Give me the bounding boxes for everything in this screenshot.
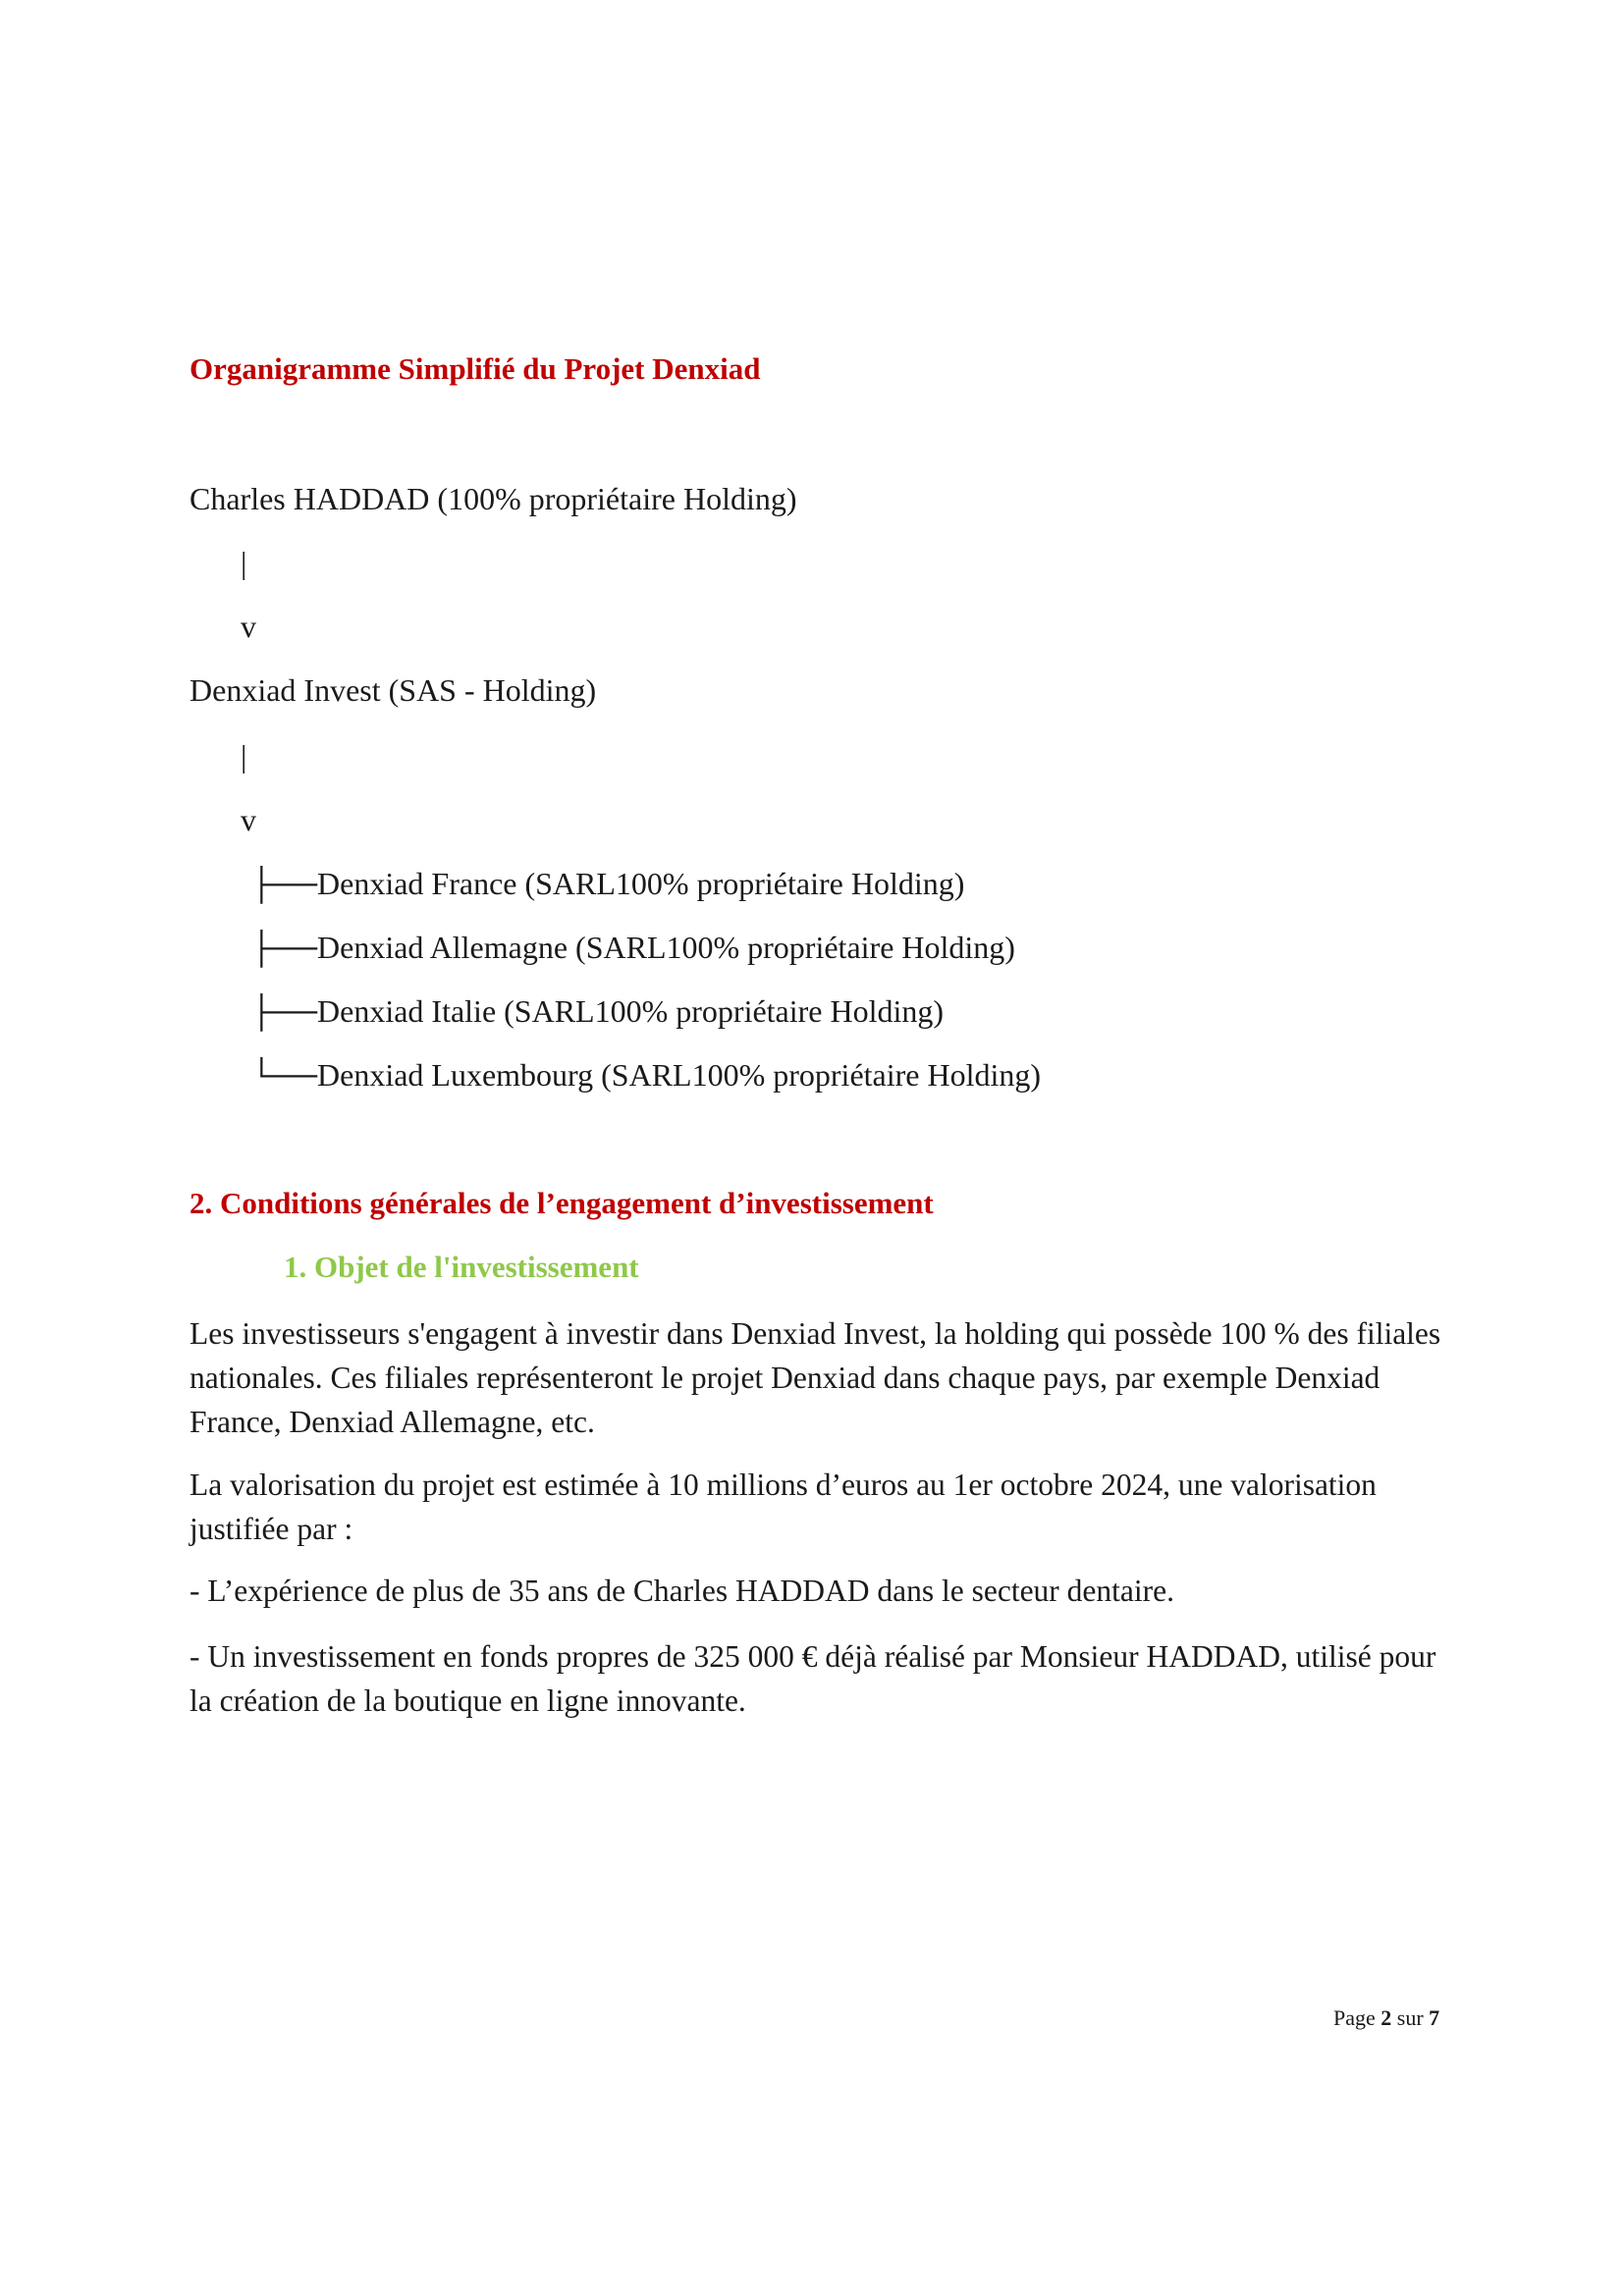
org-chart-title: Organigramme Simplifié du Projet Denxiad xyxy=(189,351,761,386)
page-label: Page xyxy=(1333,2005,1376,2030)
subsidiary-label: Denxiad Italie (SARL100% propriétaire Holding) xyxy=(317,993,945,1029)
tree-last-branch-icon: └── xyxy=(250,1057,318,1093)
paragraph-text: Les investisseurs s'engagent à investir dans Denxiad Invest, la holding qui possède 100 % des filiales nationales. Ces filiales représenteront le projet Denxiad dans chaque pays, par exemple Denxiad France, Denxiad Allemagne, etc. xyxy=(189,1316,1441,1439)
paragraph-text: - Un investissement en fonds propres de 325 000 € déjà réalisé par Monsieur HADDAD, utilisé pour la création de la boutique en ligne innovante. xyxy=(189,1639,1436,1718)
connector-arrow: v xyxy=(241,609,256,644)
org-subsidiary xyxy=(250,993,944,1030)
sur-label: sur xyxy=(1396,2005,1424,2030)
subsidiary-label: Denxiad Allemagne (SARL100% propriétaire Holding) xyxy=(317,930,1015,965)
page-footer xyxy=(1333,2005,1439,2031)
org-subsidiary xyxy=(250,1057,1041,1094)
paragraph xyxy=(189,1569,1456,1613)
total-pages: 7 xyxy=(1429,2005,1440,2030)
paragraph xyxy=(189,1634,1456,1723)
tree-branch-icon: ├── xyxy=(250,993,318,1029)
subsection-title: 1. Objet de l'investissement xyxy=(284,1250,639,1284)
connector-pipe: | xyxy=(241,545,247,580)
paragraph xyxy=(189,1311,1456,1444)
tree-branch-icon: ├── xyxy=(250,866,318,901)
paragraph-text: La valorisation du projet est estimée à 10 millions d’euros au 1er octobre 2024, une valorisation justifiée par : xyxy=(189,1468,1377,1546)
tree-branch-icon: ├── xyxy=(250,930,318,965)
connector-arrow: v xyxy=(241,802,256,837)
org-subsidiary xyxy=(250,866,964,902)
org-owner: Charles HADDAD (100% propriétaire Holding) xyxy=(189,481,797,516)
page-number: 2 xyxy=(1380,2005,1392,2030)
paragraph xyxy=(189,1463,1456,1551)
section-title: 2. Conditions générales de l’engagement d’investissement xyxy=(189,1186,934,1220)
subsidiary-label: Denxiad France (SARL100% propriétaire Holding) xyxy=(317,866,965,901)
org-subsidiary xyxy=(250,930,1015,966)
paragraph-text: - L’expérience de plus de 35 ans de Charles HADDAD dans le secteur dentaire. xyxy=(189,1574,1174,1608)
connector-pipe: | xyxy=(241,738,247,774)
org-holding: Denxiad Invest (SAS - Holding) xyxy=(189,672,597,708)
subsidiary-label: Denxiad Luxembourg (SARL100% propriétaire Holding) xyxy=(317,1057,1042,1093)
